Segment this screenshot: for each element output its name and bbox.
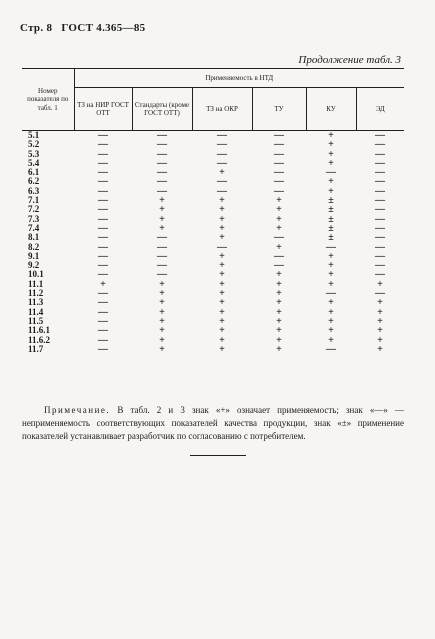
- applicability-cell: —: [375, 130, 386, 141]
- indicator-number: 11.3: [28, 297, 44, 308]
- indicator-number: 11.7: [28, 343, 44, 354]
- table-row: [22, 131, 404, 141]
- applicability-cell: +: [377, 297, 383, 309]
- applicability-cell: +: [276, 297, 282, 309]
- table-row: [22, 150, 404, 159]
- applicability-cell: +: [328, 325, 334, 337]
- applicability-cell: +: [276, 334, 282, 346]
- applicability-cell: —: [98, 241, 108, 253]
- applicability-cell: —: [98, 195, 108, 207]
- applicability-cell: +: [328, 157, 334, 169]
- applicability-cell: +: [219, 260, 225, 272]
- applicability-cell: —: [98, 222, 108, 234]
- applicability-cell: ±: [328, 213, 334, 225]
- applicability-cell: —: [157, 167, 167, 179]
- applicability-cell: +: [276, 315, 282, 327]
- table-row: [22, 252, 404, 261]
- table-row: [22, 177, 404, 186]
- indicator-number: 5.1: [28, 130, 40, 140]
- applicability-cell: ±: [328, 195, 334, 207]
- indicator-number: 8.1: [28, 232, 40, 243]
- applicability-cell: —: [217, 139, 227, 151]
- applicability-cell: —: [98, 148, 108, 160]
- indicator-number: 5.4: [28, 157, 40, 168]
- indicator-number: 9.1: [28, 250, 40, 261]
- applicability-cell: —: [375, 148, 386, 160]
- table-row: [22, 317, 404, 326]
- table-body: [22, 131, 404, 355]
- applicability-cell: —: [98, 167, 108, 179]
- applicability-cell: —: [98, 288, 108, 300]
- table-row: [22, 326, 404, 335]
- applicability-cell: —: [274, 139, 284, 151]
- applicability-cell: —: [157, 269, 167, 281]
- applicability-table: [22, 68, 404, 354]
- applicability-cell: —: [157, 250, 167, 262]
- table-row: [22, 280, 404, 289]
- table-row: [22, 159, 404, 168]
- applicability-cell: —: [157, 148, 167, 160]
- applicability-cell: —: [375, 176, 386, 188]
- applicability-cell: —: [217, 148, 227, 160]
- applicability-cell: +: [219, 204, 225, 216]
- applicability-cell: —: [98, 325, 108, 337]
- applicability-cell: —: [375, 204, 386, 216]
- applicability-cell: +: [328, 260, 334, 272]
- applicability-cell: —: [157, 241, 167, 253]
- applicability-cell: +: [328, 278, 334, 290]
- page-number: Стр. 8: [20, 22, 53, 34]
- applicability-cell: —: [375, 288, 386, 300]
- applicability-cell: +: [276, 241, 282, 253]
- applicability-cell: +: [219, 167, 225, 179]
- note-label: Примечание.: [44, 405, 111, 415]
- applicability-cell: +: [219, 288, 225, 300]
- applicability-cell: —: [274, 260, 284, 272]
- applicability-cell: +: [159, 222, 165, 234]
- indicator-number: 5.3: [28, 148, 40, 159]
- applicability-cell: +: [377, 306, 383, 318]
- applicability-cell: —: [98, 213, 108, 225]
- column-header: ТЗ на ОКР: [192, 88, 252, 131]
- applicability-cell: —: [217, 185, 227, 197]
- applicability-cell: +: [219, 325, 225, 337]
- applicability-cell: +: [328, 148, 334, 160]
- applicability-cell: —: [157, 185, 167, 197]
- applicability-cell: +: [159, 343, 165, 355]
- applicability-cell: +: [328, 250, 334, 262]
- table-row: [22, 187, 404, 196]
- indicator-number: 11.6.2: [28, 334, 51, 345]
- column-header: ЭД: [356, 88, 404, 131]
- applicability-cell: —: [98, 315, 108, 327]
- table-row: [22, 224, 404, 233]
- applicability-cell: +: [219, 269, 225, 281]
- applicability-cell: —: [375, 157, 386, 169]
- applicability-cell: —: [274, 176, 284, 188]
- applicability-cell: —: [274, 167, 284, 179]
- applicability-cell: —: [274, 130, 284, 141]
- table-row: [22, 261, 404, 270]
- applicability-cell: +: [159, 288, 165, 300]
- applicability-cell: —: [375, 222, 386, 234]
- applicability-cell: —: [274, 148, 284, 160]
- applicability-cell: —: [217, 241, 227, 253]
- indicator-number: 7.3: [28, 213, 40, 224]
- applicability-cell: +: [219, 343, 225, 355]
- applicability-cell: —: [375, 232, 386, 244]
- indicator-number: 8.2: [28, 241, 40, 252]
- applicability-cell: +: [159, 325, 165, 337]
- indicator-number: 6.2: [28, 176, 40, 187]
- applicability-cell: +: [328, 130, 334, 141]
- indicator-number: 6.3: [28, 185, 40, 196]
- table-row: [22, 308, 404, 317]
- applicability-cell: —: [375, 269, 386, 281]
- applicability-cell: ±: [328, 204, 334, 216]
- applicability-cell: +: [377, 325, 383, 337]
- applicability-cell: —: [375, 250, 386, 262]
- table-row: [22, 140, 404, 149]
- applicability-cell: —: [326, 167, 336, 179]
- applicability-cell: —: [375, 139, 386, 151]
- applicability-cell: +: [159, 306, 165, 318]
- indicator-number: 11.4: [28, 306, 44, 317]
- table-row: [22, 270, 404, 279]
- applicability-cell: +: [328, 306, 334, 318]
- applicability-cell: +: [276, 325, 282, 337]
- table-row: [22, 289, 404, 298]
- indicator-number: 6.1: [28, 167, 40, 178]
- column-header: ТУ: [252, 88, 306, 131]
- indicator-number: 11.6.1: [28, 325, 51, 336]
- applicability-cell: —: [274, 250, 284, 262]
- applicability-cell: —: [326, 343, 336, 355]
- applicability-cell: ±: [328, 232, 334, 244]
- applicability-cell: +: [377, 278, 383, 290]
- applicability-cell: —: [157, 176, 167, 188]
- applicability-cell: —: [274, 232, 284, 244]
- applicability-cell: +: [100, 278, 106, 290]
- applicability-cell: —: [98, 260, 108, 272]
- standard-designation: ГОСТ 4.365—85: [61, 22, 146, 34]
- applicability-cell: +: [377, 334, 383, 346]
- table-row: [22, 243, 404, 252]
- applicability-cell: +: [159, 195, 165, 207]
- applicability-cell: +: [219, 278, 225, 290]
- applicability-cell: —: [98, 250, 108, 262]
- applicability-cell: —: [375, 213, 386, 225]
- applicability-cell: +: [159, 315, 165, 327]
- applicability-cell: +: [276, 195, 282, 207]
- applicability-cell: —: [98, 306, 108, 318]
- table-row: [22, 345, 404, 354]
- applicability-cell: +: [159, 334, 165, 346]
- page-header: [20, 22, 151, 34]
- note-text: В табл. 2 и 3 знак «+» означает применяемость; знак «—» — неприменяемость соответствующих показателей качества продукции, знак «±» применение показателей устанавливает разработчик по согласованию с потребителем.: [22, 405, 405, 441]
- applicability-cell: —: [98, 130, 108, 141]
- indicator-number: 11.2: [28, 288, 44, 299]
- applicability-cell: +: [276, 204, 282, 216]
- applicability-cell: —: [98, 176, 108, 188]
- applicability-cell: +: [328, 315, 334, 327]
- applicability-cell: —: [274, 185, 284, 197]
- indicator-number: 11.1: [28, 278, 44, 289]
- applicability-cell: —: [157, 232, 167, 244]
- applicability-cell: —: [274, 157, 284, 169]
- applicability-cell: —: [326, 288, 336, 300]
- applicability-cell: +: [276, 343, 282, 355]
- table-row: [22, 168, 404, 177]
- applicability-group-header: Применяемость в НТД: [74, 69, 404, 88]
- applicability-cell: —: [98, 232, 108, 244]
- applicability-cell: +: [219, 213, 225, 225]
- applicability-cell: —: [326, 241, 336, 253]
- table-row: [22, 298, 404, 307]
- applicability-cell: —: [98, 269, 108, 281]
- column-header: КУ: [306, 88, 356, 131]
- indicator-number: 9.2: [28, 260, 40, 271]
- applicability-cell: +: [219, 306, 225, 318]
- applicability-cell: +: [328, 176, 334, 188]
- table-note: [22, 404, 404, 443]
- applicability-cell: +: [219, 195, 225, 207]
- applicability-cell: +: [328, 297, 334, 309]
- indicator-number: 7.2: [28, 204, 40, 215]
- applicability-cell: —: [157, 157, 167, 169]
- indicator-number: 7.1: [28, 195, 40, 206]
- applicability-cell: —: [217, 176, 227, 188]
- applicability-cell: +: [328, 334, 334, 346]
- applicability-cell: +: [159, 213, 165, 225]
- table-row: [22, 233, 404, 242]
- applicability-cell: —: [98, 185, 108, 197]
- applicability-cell: +: [159, 278, 165, 290]
- applicability-cell: +: [328, 185, 334, 197]
- column-header: Стандарты (кроме ГОСТ ОТТ): [132, 88, 192, 131]
- applicability-cell: +: [276, 222, 282, 234]
- applicability-cell: —: [217, 157, 227, 169]
- applicability-cell: +: [219, 232, 225, 244]
- applicability-cell: —: [375, 195, 386, 207]
- applicability-cell: +: [276, 269, 282, 281]
- continuation-title: Продолжение табл. 3: [298, 54, 401, 66]
- applicability-cell: +: [159, 297, 165, 309]
- applicability-cell: —: [98, 204, 108, 216]
- applicability-cell: +: [219, 297, 225, 309]
- applicability-cell: —: [375, 260, 386, 272]
- indicator-number-header: Номер показателя по табл. 1: [22, 69, 74, 131]
- applicability-cell: +: [159, 204, 165, 216]
- applicability-cell: +: [328, 139, 334, 151]
- applicability-cell: —: [157, 139, 167, 151]
- applicability-cell: —: [98, 139, 108, 151]
- applicability-cell: —: [375, 241, 386, 253]
- applicability-cell: +: [219, 250, 225, 262]
- applicability-cell: —: [217, 130, 227, 141]
- applicability-cell: —: [98, 297, 108, 309]
- applicability-cell: +: [219, 222, 225, 234]
- applicability-cell: —: [98, 334, 108, 346]
- applicability-cell: +: [276, 306, 282, 318]
- indicator-number: 7.4: [28, 222, 40, 233]
- applicability-cell: +: [276, 213, 282, 225]
- table-row: [22, 215, 404, 224]
- applicability-cell: +: [328, 269, 334, 281]
- applicability-cell: —: [157, 130, 167, 141]
- indicator-number: 11.5: [28, 315, 44, 326]
- applicability-cell: ±: [328, 222, 334, 234]
- table-row: [22, 196, 404, 205]
- applicability-cell: —: [98, 343, 108, 355]
- applicability-cell: —: [157, 260, 167, 272]
- column-header: ТЗ на НИР ГОСТ ОТТ: [74, 88, 132, 131]
- table-row: [22, 205, 404, 214]
- applicability-cell: +: [219, 315, 225, 327]
- applicability-cell: +: [219, 334, 225, 346]
- applicability-cell: —: [375, 167, 386, 179]
- applicability-cell: +: [377, 315, 383, 327]
- indicator-number: 10.1: [28, 269, 44, 280]
- indicator-number: 5.2: [28, 139, 40, 150]
- bottom-divider: [190, 455, 246, 456]
- table-row: [22, 336, 404, 345]
- applicability-cell: —: [375, 185, 386, 197]
- applicability-cell: —: [98, 157, 108, 169]
- applicability-cell: +: [276, 278, 282, 290]
- applicability-cell: +: [377, 343, 383, 355]
- applicability-cell: +: [276, 288, 282, 300]
